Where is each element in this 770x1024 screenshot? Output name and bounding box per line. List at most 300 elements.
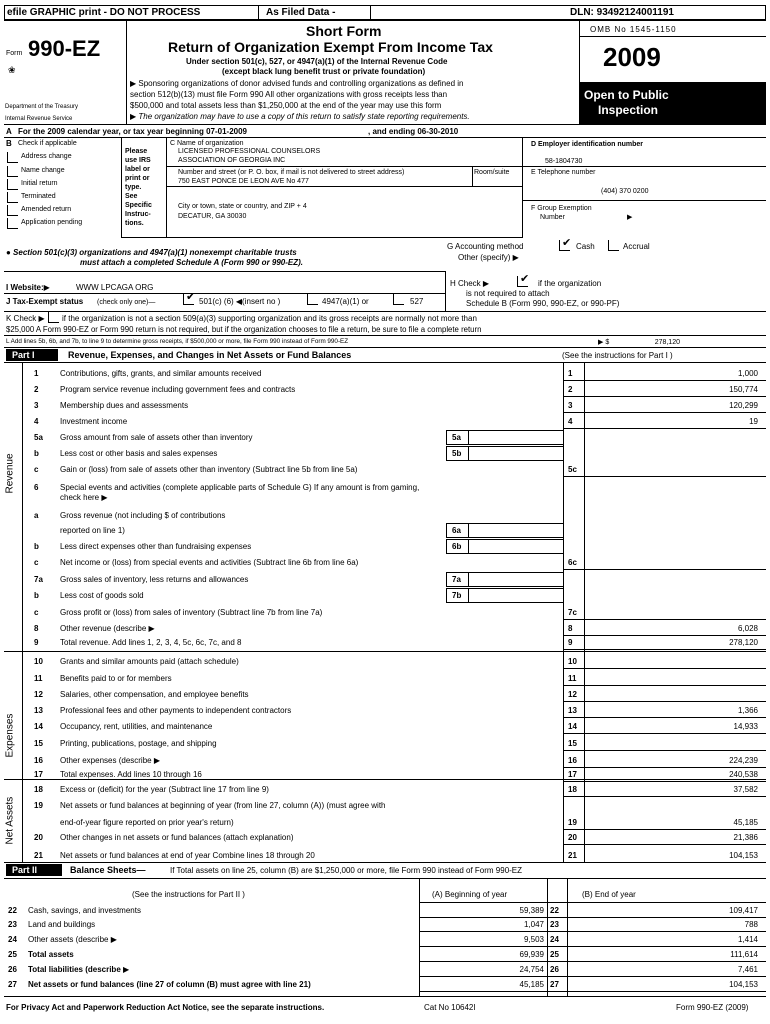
name-change-label: Name change [21,167,65,174]
part1-title: Revenue, Expenses, and Changes in Net Assets or Fund Balances [68,350,352,360]
line-description: Other expenses (describe ▶ [60,756,160,765]
line-number: 8 [34,624,39,633]
rule [166,186,523,187]
rule [4,651,766,652]
form-subtitle-2: (except black lung benefit trust or private foundation) [222,67,426,76]
phone-value: (404) 370 0200 [601,188,649,195]
amount-rule [563,829,766,830]
balance-col-number: 25 [550,950,559,959]
balance-col-number: 22 [550,906,559,915]
column-line-number: 3 [568,401,573,410]
application-pending-checkbox[interactable] [7,218,18,229]
column-line-number: 5c [568,465,577,474]
form-word: Form [6,50,23,57]
please-label-3: label or [125,166,150,173]
subline-divider [468,572,469,587]
line-amount[interactable]: 21,386 [733,833,758,842]
501c-label: 501(c) (6) ◀(insert no ) [199,297,281,306]
balance-rule [419,917,766,918]
line-number: 10 [34,657,43,666]
part2-title-note: If Total assets on line 25, column (B) are $1,250,000 or more, file Form 990 instead of Form 990-EZ [170,866,523,875]
end-year-amount[interactable]: 109,417 [729,906,758,915]
beginning-year-amount[interactable]: 45,185 [519,980,544,989]
line-description: Less cost or other basis and sales expenses [60,449,218,458]
527-checkbox[interactable] [393,294,404,305]
omb-number: OMB No 1545-1150 [590,25,677,34]
k-text-2: $25,000 A Form 990-EZ or Form 990 return is not required, but if the organization chooses to file a return, be sure to file a complete return [6,325,482,334]
col-a-heading: (A) Beginning of year [432,890,508,899]
balance-line-description: Net assets or fund balances (line 27 of column (B) must agree with line 21) [28,980,311,989]
form-title: Return of Organization Exempt From Income Tax [168,39,493,55]
balance-rule [419,991,766,992]
schedule-b-checkmark-icon: ✔ [520,273,530,285]
tax-year: 2009 [603,42,661,72]
org-name-line-2: ASSOCIATION OF GEORGIA INC [178,157,286,164]
h-text-2: if the organization [538,279,602,288]
rule [4,996,766,997]
initial-return-checkbox[interactable] [7,179,18,190]
end-year-amount[interactable]: 1,414 [737,935,758,944]
527-label: 527 [410,297,424,306]
subline-box-label: 5b [452,449,462,458]
line-number: 19 [34,801,43,810]
org-name-line-1: LICENSED PROFESSIONAL COUNSELORS [178,148,321,155]
line-amount[interactable]: 240,538 [729,770,758,779]
please-label-9: tions. [125,220,144,227]
line-description: Contributions, gifts, grants, and similar amounts received [60,369,262,378]
subline-box-label: 5a [452,433,461,442]
line-number: 21 [34,851,43,860]
line-description: Membership dues and assessments [60,401,189,410]
amount-rule [563,396,766,397]
line-description: Excess or (deficit) for the year (Subtract line 17 from line 9) [60,785,269,794]
line-description: Professional fees and other payments to independent contractors [60,706,292,715]
rule [4,878,766,879]
line-description: reported on line 1) [60,526,125,535]
part1-title-note: (See the instructions for Part I ) [562,351,673,360]
amount-rule [563,569,766,570]
rule [445,271,446,311]
part1-tag: Part I [12,350,35,360]
amount-rule [563,701,766,702]
h-text-3: is not required to attach [466,289,550,298]
subline-divider [468,430,469,445]
line-number: c [34,608,39,617]
balance-rule [419,931,766,932]
side-label-revenue: Revenue [4,453,16,494]
line-description: Gross sales of inventory, less returns and allowances [60,575,249,584]
amount-rule [563,717,766,718]
balance-line-number: 23 [8,920,17,929]
501c-checkmark-icon: ✔ [186,291,196,303]
accrual-checkbox[interactable] [608,240,619,251]
form-subtitle-1: Under section 501(c), 527, or 4947(a)(1) of the Internal Revenue Code [186,57,448,66]
line-number: 3 [34,401,39,410]
rule [121,237,523,238]
column-line-number: 14 [568,722,577,731]
beginning-year-amount[interactable]: 1,047 [523,920,544,929]
balance-rule [419,976,766,977]
balance-col-number: 24 [550,935,559,944]
rule [419,902,766,903]
sponsor-line-3: $500,000 and total assets less than $1,250,000 at the end of the year may use this form [130,101,442,110]
line-number: 16 [34,756,43,765]
org-name-label: C Name of organization [170,140,244,147]
line-number: 14 [34,722,43,731]
end-year-amount[interactable]: 111,614 [730,950,758,959]
k-check-label: K Check ▶ [6,314,45,323]
rule [419,878,420,996]
rule [522,137,523,237]
sponsor-line-2: section 512(b)(13) must file Form 990 All other organizations with gross receipts less than [130,90,448,99]
tax-exempt-label: J Tax-Exempt status [6,297,84,306]
subline-divider [468,446,469,461]
line-number: b [34,591,39,600]
column-line-number: 20 [568,833,577,842]
cash-label: Cash [576,242,595,251]
end-year-amount[interactable]: 104,153 [729,980,758,989]
rule [547,878,548,996]
line-b-label: B [6,139,12,148]
h-check-label: H Check ▶ [450,279,490,288]
subline-entry-box[interactable] [446,446,564,461]
column-line-number: 15 [568,739,577,748]
line-description: Other revenue (describe ▶ [60,624,155,633]
amount-rule [563,635,766,636]
rule [4,137,766,138]
subline-entry-box[interactable] [446,539,564,554]
please-label-7: Specific [125,202,152,209]
line-description: Gross amount from sale of assets other than inventory [60,433,253,442]
column-line-number: 21 [568,851,577,860]
gross-receipts-value: 278,120 [654,339,680,346]
line-number: 17 [34,770,43,779]
balance-line-description: Total assets [28,950,74,959]
tax-year-end: , and ending 06-30-2010 [368,127,459,136]
beginning-year-amount[interactable]: 9,503 [523,935,544,944]
rule [4,20,766,21]
line-description: Less direct expenses other than fundraising expenses [60,542,252,551]
column-line-number: 10 [568,657,577,666]
dept-irs: Internal Revenue Service [5,116,73,122]
line-description: end-of-year figure reported on prior year's return) [60,818,234,827]
line-description: Total expenses. Add lines 10 through 16 [60,770,202,779]
sec501-note-2: must attach a completed Schedule A (Form 990 or 990-EZ). [80,258,304,267]
line-number: 18 [34,785,43,794]
rule [4,271,445,272]
balance-col-number: 23 [550,920,559,929]
line-number: 7a [34,575,43,584]
line-amount[interactable]: 19 [749,417,758,426]
please-label-4: print or [125,175,150,182]
initial-return-label: Initial return [21,180,58,187]
address-change-label: Address change [21,153,72,160]
part2-instructions: (See the instructions for Part II ) [132,890,245,899]
please-label-5: type. [125,184,142,191]
amount-rule [563,796,766,797]
line-number: b [34,449,39,458]
subline-box-label: 6b [452,542,462,551]
line-amount[interactable]: 1,366 [737,706,758,715]
line-description: Net assets or fund balances at end of year Combine lines 18 through 20 [60,851,315,860]
street-address: 750 EAST PONCE DE LEON AVE No 477 [178,178,309,185]
col-b-heading: (B) End of year [582,890,636,899]
amount-rule [563,668,766,669]
rule [4,293,445,294]
please-label-6: See [125,193,138,200]
website-label: I Website:▶ [6,283,50,292]
amount-rule [563,649,766,650]
balance-col-number: 27 [550,980,559,989]
cash-checkmark-icon: ✔ [562,237,572,249]
rule [4,311,766,312]
line-amount[interactable]: 1,000 [737,369,758,378]
website-value: WWW LPCAGA ORG [76,283,154,292]
please-label-1: Please [125,148,148,155]
line-description: Less cost of goods sold [60,591,144,600]
privacy-notice: For Privacy Act and Paperwork Reduction Act Notice, see the separate instructions. [6,1003,325,1012]
banner-divider [258,5,259,20]
side-label-expenses: Expenses [4,713,16,758]
amount-rule [563,733,766,734]
tax-exempt-note: (check only one)— [97,299,156,306]
dept-treasury: Department of the Treasury [5,104,79,110]
short-form-heading: Short Form [306,23,382,39]
subline-divider [468,539,469,554]
line-number: 13 [34,706,43,715]
line-number: 11 [34,674,43,683]
group-exemption-arrow: ▶ [627,214,633,221]
line-number: 2 [34,385,39,394]
subline-entry-box[interactable] [446,572,564,587]
rule [472,166,473,186]
balance-line-description: Cash, savings, and investments [28,906,141,915]
amount-rule [563,767,766,768]
rule [4,862,766,863]
line-amount[interactable]: 37,582 [733,785,758,794]
rule [584,362,585,862]
rule [579,36,766,37]
form-number: 990-EZ [28,36,101,61]
l-arrow: ▶ $ [598,339,610,346]
subline-box-label: 6a [452,526,461,535]
k-checkbox[interactable] [48,312,59,323]
amount-rule [563,844,766,845]
irs-eagle-icon: ❀ [8,65,16,75]
rule [4,124,766,125]
line-description: Grants and similar amounts paid (attach schedule) [60,657,239,666]
sponsor-line-1: ▶ Sponsoring organizations of donor advised funds and controlling organizations as defined in [130,79,464,88]
line-description: Printing, publications, postage, and shipping [60,739,217,748]
balance-line-number: 24 [8,935,17,944]
column-line-number: 4 [568,417,573,426]
line-number: 9 [34,638,39,647]
balance-rule [419,946,766,947]
footer-form-id: Form 990-EZ (2009) [676,1003,749,1012]
terminated-label: Terminated [21,193,56,200]
line-a-label: A [6,127,12,136]
other-method-label: Other (specify) ▶ [458,253,519,262]
street-label: Number and street (or P. O. box, if mail is not delivered to street address) [178,169,405,176]
check-if-applicable: Check if applicable [18,140,77,147]
subline-box-label: 7b [452,591,462,600]
rule [121,137,122,237]
line-number: 15 [34,739,43,748]
line-description: Investment income [60,417,128,426]
column-line-number: 16 [568,756,577,765]
line-description: Occupancy, rent, utilities, and maintenance [60,722,213,731]
line-amount[interactable]: 120,299 [729,401,758,410]
line-description: Gain or (loss) from sale of assets other than inventory (Subtract line 5b from line 5a) [60,465,358,474]
subline-entry-box[interactable] [446,430,564,445]
balance-line-number: 26 [8,965,17,974]
line-description: Total revenue. Add lines 1, 2, 3, 4, 5c, 6c, 7c, and 8 [60,638,242,647]
line-number: c [34,465,39,474]
amount-rule [563,428,766,429]
open-to-public-line1: Open to Public [584,88,669,102]
line-amount[interactable]: 224,239 [729,756,758,765]
line-description: Benefits paid to or for members [60,674,172,683]
column-line-number: 1 [568,369,573,378]
line-description: check here ▶ [60,493,108,502]
rule [563,362,564,862]
amount-rule [563,476,766,477]
line-amount[interactable]: 14,933 [733,722,758,731]
column-line-number: 8 [568,624,573,633]
amended-return-checkbox[interactable] [7,205,18,216]
4947-checkbox[interactable] [307,294,318,305]
line-description: Salaries, other compensation, and employee benefits [60,690,249,699]
subline-box-label: 7a [452,575,461,584]
subline-divider [468,523,469,538]
rule [166,166,523,167]
column-line-number: 13 [568,706,577,715]
balance-line-description: Other assets (describe ▶ [28,935,117,944]
line-amount[interactable]: 6,028 [737,624,758,633]
catalog-number: Cat No 10642I [424,1003,476,1012]
balance-line-number: 22 [8,906,17,915]
dln-number: DLN: 93492124001191 [570,7,674,18]
column-line-number: 7c [568,608,577,617]
line-number: a [34,511,39,520]
line-number: 20 [34,833,43,842]
end-year-amount[interactable]: 7,461 [737,965,758,974]
please-label-2: use IRS [125,157,151,164]
end-year-amount[interactable]: 788 [744,920,758,929]
amended-return-label: Amended return [21,206,72,213]
ein-label: D Employer identification number [531,141,644,148]
line-number: 12 [34,690,43,699]
line-number: b [34,542,39,551]
group-exemption-label: F Group Exemption [531,205,592,212]
column-line-number: 6c [568,558,577,567]
balance-rule [419,961,766,962]
line-description: Gross profit or (loss) from sales of inventory (Subtract line 7b from line 7a) [60,608,323,617]
column-line-number: 11 [568,674,577,683]
line-description: Special events and activities (complete applicable parts of Schedule G) If any amount is from gaming, [60,483,420,492]
line-description: Net assets or fund balances at beginning of year (from line 27, column (A)) (must agree with [60,801,386,810]
balance-col-number: 26 [550,965,559,974]
balance-line-number: 27 [8,980,17,989]
copy-note: ▶ The organization may have to use a copy of this return to satisfy state reporting requirements. [130,112,470,121]
line-amount[interactable]: 150,774 [729,385,758,394]
rule [522,200,766,201]
rule [522,166,766,167]
accounting-method-label: G Accounting method [447,242,524,251]
subline-entry-box[interactable] [446,588,564,603]
beginning-year-amount[interactable]: 59,389 [519,906,544,915]
4947-label: 4947(a)(1) or [322,297,369,306]
balance-line-number: 25 [8,950,17,959]
rule [4,347,766,348]
l-text: L Add lines 5b, 6b, and 7b, to line 9 to determine gross receipts, if $500,000 or more, file Form 990 instead of Form 990-EZ [6,338,349,345]
line-amount[interactable]: 104,153 [729,851,758,860]
column-line-number: 17 [568,770,577,779]
line-amount[interactable]: 278,120 [729,638,758,647]
rule [567,878,568,996]
line-number: 5a [34,433,43,442]
open-to-public-line2: Inspection [598,103,659,117]
line-number: c [34,558,39,567]
subline-divider [468,588,469,603]
application-pending-label: Application pending [21,219,83,226]
subline-entry-box[interactable] [446,523,564,538]
address-change-checkbox[interactable] [7,152,18,163]
column-line-number: 9 [568,638,573,647]
amount-rule [563,619,766,620]
city-label: City or town, state or country, and ZIP + 4 [178,203,307,210]
column-line-number: 2 [568,385,573,394]
rule [126,20,127,124]
amount-rule [563,412,766,413]
sec501-note-1: ● Section 501(c)(3) organizations and 4947(a)(1) nonexempt charitable trusts [6,248,297,257]
beginning-year-amount[interactable]: 69,939 [519,950,544,959]
name-change-checkbox[interactable] [7,166,18,177]
rule [4,335,766,336]
line-description: Gross revenue (not including $ of contributions [60,511,226,520]
ein-value: 58-1804730 [545,158,583,165]
part2-tag: Part II [12,865,38,875]
beginning-year-amount[interactable]: 24,754 [519,965,544,974]
terminated-checkbox[interactable] [7,192,18,203]
room-label: Room/suite [474,169,510,176]
amount-rule [563,380,766,381]
side-label-net-assets: Net Assets [4,796,16,845]
rule [22,362,23,862]
line-number: 6 [34,483,39,492]
amount-rule [563,781,766,782]
column-line-number: 19 [568,818,577,827]
line-description: Other changes in net assets or fund balances (attach explanation) [60,833,294,842]
column-line-number: 12 [568,690,577,699]
balance-line-description: Total liabilities (describe ▶ [28,965,130,974]
rule [4,779,766,780]
group-exemption-label-2: Number [540,214,565,221]
balance-line-description: Land and buildings [28,920,96,929]
line-number: 1 [34,369,39,378]
banner-mid: As Filed Data - [266,7,336,18]
tax-year-text: For the 2009 calendar year, or tax year beginning 07-01-2009 [18,127,247,136]
phone-label: E Telephone number [531,169,596,176]
rule [166,137,167,237]
accrual-label: Accrual [623,242,650,251]
line-amount[interactable]: 45,185 [733,818,758,827]
line-description: Net income or (loss) from special events and activities (Subtract line 6b from line 6a) [60,558,359,567]
banner-left: efile GRAPHIC print - DO NOT PROCESS [7,7,201,18]
rule [4,362,766,363]
column-line-number: 18 [568,785,577,794]
banner-divider-2 [370,5,371,20]
